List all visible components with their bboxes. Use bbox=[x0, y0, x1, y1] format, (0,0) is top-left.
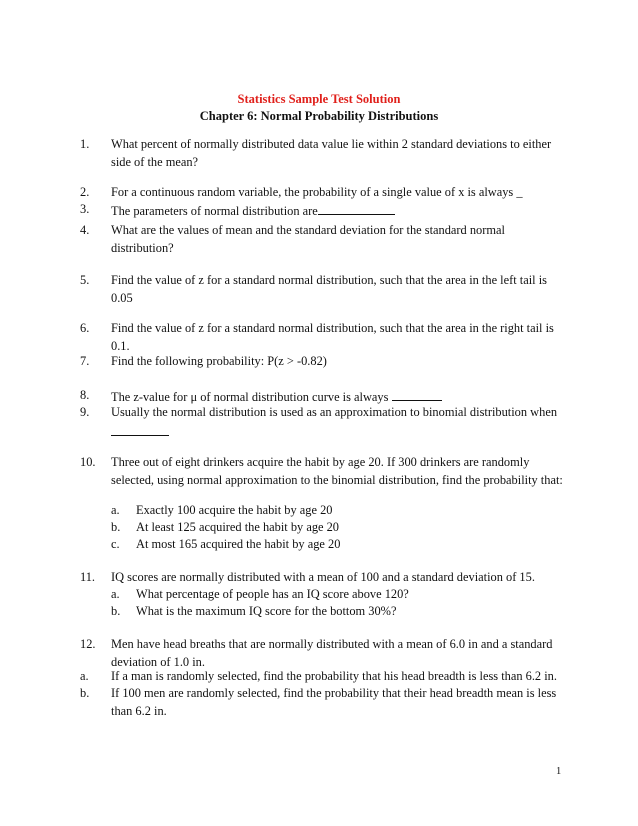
question-text: Three out of eight drinkers acquire the habit by age 20. If 300 drinkers are randomly selected, using normal approximation to the binomial distribution, find the probability that: bbox=[111, 455, 563, 487]
question-number: 11. bbox=[80, 570, 96, 584]
question-5 bbox=[80, 272, 566, 307]
question-text: Find the value of z for a standard normal distribution, such that the area in the right tail is 0.1. bbox=[111, 321, 554, 353]
page-number: 1 bbox=[556, 766, 562, 777]
question-2 bbox=[80, 184, 566, 202]
question-number: 7. bbox=[80, 354, 90, 368]
question-text: For a continuous random variable, the probability of a single value of x is always _ bbox=[111, 185, 523, 199]
question-11-part-b bbox=[111, 603, 396, 621]
question-10-part-c bbox=[111, 536, 340, 554]
question-text: IQ scores are normally distributed with a mean of 100 and a standard deviation of 15. bbox=[111, 570, 535, 584]
question-text: The parameters of normal distribution are bbox=[111, 204, 318, 218]
question-10-part-b bbox=[111, 519, 339, 537]
part-text: What is the maximum IQ score for the bottom 30%? bbox=[136, 604, 397, 618]
part-text: At least 125 acquired the habit by age 20 bbox=[136, 520, 340, 534]
question-9 bbox=[80, 404, 566, 441]
part-label: b. bbox=[111, 604, 121, 618]
question-number: 9. bbox=[80, 405, 90, 419]
question-11-part-a bbox=[111, 586, 409, 604]
part-label: a. bbox=[111, 587, 120, 601]
question-number: 2. bbox=[80, 185, 90, 199]
question-number: 10. bbox=[80, 455, 96, 469]
question-text: Find the following probability: P(z > -0.82) bbox=[111, 354, 327, 368]
answer-blank bbox=[318, 201, 395, 215]
part-text: If 100 men are randomly selected, find the probability that their head breadth mean is less than 6.2 in. bbox=[111, 686, 557, 718]
question-10-part-a bbox=[111, 502, 332, 520]
question-number: 1. bbox=[80, 137, 90, 151]
answer-blank bbox=[392, 387, 442, 401]
part-label: a. bbox=[111, 503, 120, 517]
question-number: 8. bbox=[80, 388, 90, 402]
question-text: Usually the normal distribution is used as an approximation to binomial distribution when bbox=[111, 405, 558, 419]
part-text: At most 165 acquired the habit by age 20 bbox=[136, 537, 341, 551]
part-label: b. bbox=[80, 686, 90, 700]
question-text: What percent of normally distributed data value lie within 2 standard deviations to either side of the mean? bbox=[111, 137, 552, 169]
question-12-part-a bbox=[80, 668, 566, 686]
question-4 bbox=[80, 222, 566, 257]
question-number: 5. bbox=[80, 273, 90, 287]
part-text: What percentage of people has an IQ score above 120? bbox=[136, 587, 409, 601]
part-label: b. bbox=[111, 520, 121, 534]
question-12-part-b bbox=[80, 685, 566, 720]
question-text: Find the value of z for a standard normal distribution, such that the area in the left tail is 0.05 bbox=[111, 273, 547, 305]
question-number: 4. bbox=[80, 223, 90, 237]
question-3 bbox=[80, 201, 566, 221]
question-7 bbox=[80, 353, 566, 371]
answer-blank bbox=[111, 422, 169, 436]
question-text: Men have head breaths that are normally distributed with a mean of 6.0 in and a standard deviation of 1.0 in. bbox=[111, 637, 553, 669]
question-number: 6. bbox=[80, 321, 90, 335]
part-label: a. bbox=[80, 669, 89, 683]
chapter-title: Chapter 6: Normal Probability Distributions bbox=[199, 109, 439, 123]
question-10 bbox=[80, 454, 566, 489]
part-label: c. bbox=[111, 537, 120, 551]
part-text: Exactly 100 acquire the habit by age 20 bbox=[136, 503, 333, 517]
part-text: If a man is randomly selected, find the probability that his head breadth is less than 6.2 in. bbox=[111, 669, 557, 683]
document-title: Statistics Sample Test Solution bbox=[237, 92, 401, 106]
question-number: 12. bbox=[80, 637, 96, 651]
question-text: The z-value for μ of normal distribution curve is always bbox=[111, 390, 389, 404]
question-text: What are the values of mean and the standard deviation for the standard normal distribution? bbox=[111, 223, 505, 255]
question-number: 3. bbox=[80, 202, 90, 216]
question-1 bbox=[80, 136, 566, 171]
question-6 bbox=[80, 320, 566, 355]
question-12 bbox=[80, 636, 566, 671]
question-11 bbox=[80, 569, 566, 587]
